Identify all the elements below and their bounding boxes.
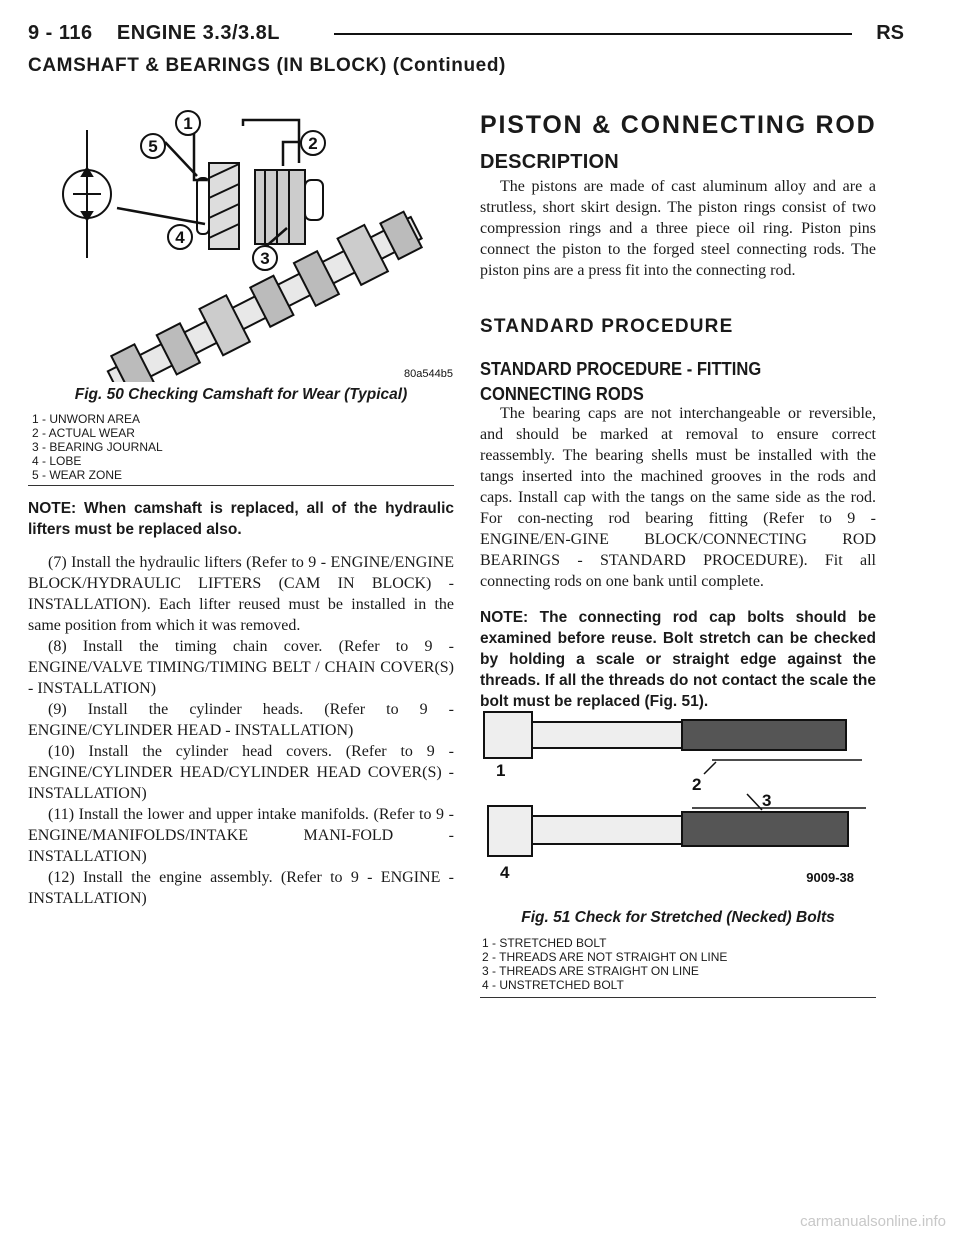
fig50-callout-4: 4 xyxy=(175,228,185,247)
fig50-illustration xyxy=(55,108,455,382)
page-number: 9 - 116 ENGINE 3.3/3.8L xyxy=(28,22,281,44)
fig51-callout-2: 2 xyxy=(692,775,702,794)
legend-item: 2 - ACTUAL WEAR xyxy=(32,426,135,440)
install-steps xyxy=(28,552,454,909)
legend-item: 1 - STRETCHED BOLT xyxy=(482,936,607,950)
fig50-callout-1: 1 xyxy=(183,114,193,133)
fig50-callout-5: 5 xyxy=(148,137,158,156)
step-9: (9) Install the cylinder heads. (Refer to 9 - ENGINE/CYLINDER HEAD - INSTALLATION) xyxy=(28,701,454,739)
fig50-caption: Fig. 50 Checking Camshaft for Wear (Typical) xyxy=(74,386,408,403)
fig51-callout-4: 4 xyxy=(500,863,510,882)
fig51-callout-1: 1 xyxy=(496,761,506,780)
legend-item: 3 - THREADS ARE STRAIGHT ON LINE xyxy=(482,964,699,978)
legend-item: 5 - WEAR ZONE xyxy=(32,468,123,482)
fig50-callout-3: 3 xyxy=(260,249,270,268)
step-11: (11) Install the lower and upper intake manifolds. (Refer to 9 - ENGINE/MANIFOLDS/INTAKE MANI-FOLD - INSTALLATION) xyxy=(28,806,454,865)
fig50-drawing-code: 80a544b5 xyxy=(404,368,453,380)
continued-heading: CAMSHAFT & BEARINGS (IN BLOCK) (Continued) xyxy=(28,55,506,76)
fitting-paragraph: The bearing caps are not interchangeable or reversible, and should be marked at removal to ensure correct reassembly. The bearing shells must be installed with the tangs inserted into the machined grooves in the rods and caps. Install cap with the tangs on the same side as the rod. For con-necting rod bearing fitting (Refer to 9 - ENGINE/EN-GINE BLOCK/CONNECTING ROD BEARINGS - STANDARD PROCEDURE). Fit all connecting rods on one bank until complete. xyxy=(480,405,876,590)
fig51-illustration xyxy=(482,706,876,886)
fig51-rule xyxy=(480,997,876,998)
fig51-callout-3: 3 xyxy=(762,791,772,810)
standard-procedure-heading: STANDARD PROCEDURE xyxy=(480,316,734,337)
fig50-callout-2: 2 xyxy=(308,134,318,153)
fig51-legend xyxy=(482,936,727,992)
header-rule xyxy=(334,33,852,35)
camshaft-note: NOTE: When camshaft is replaced, all of the hydraulic lifters must be replaced also. xyxy=(28,500,454,538)
description-paragraph: The pistons are made of cast aluminum alloy and are a strutless, short skirt design. The piston rings consist of two compression rings and a three piece oil ring. Piston pins connect the piston to the forged steel connecting rods. The piston pins are a press fit into the connecting rod. xyxy=(480,178,876,279)
model-code: RS xyxy=(876,22,904,44)
watermark: carmanualsonline.info xyxy=(800,1213,946,1230)
step-8: (8) Install the timing chain cover. (Refer to 9 - ENGINE/VALVE TIMING/TIMING BELT / CHAIN COVER(S) - INSTALLATION) xyxy=(28,638,454,697)
legend-item: 2 - THREADS ARE NOT STRAIGHT ON LINE xyxy=(482,950,728,964)
fig50-legend xyxy=(32,412,163,482)
fig51-drawing-code: 9009-38 xyxy=(806,870,854,885)
fitting-heading: STANDARD PROCEDURE - FITTING CONNECTING RODS xyxy=(480,359,762,404)
page-header xyxy=(28,22,904,50)
section-title: PISTON & CONNECTING ROD xyxy=(480,111,877,139)
legend-item: 1 - UNWORN AREA xyxy=(32,412,141,426)
fig50-rule xyxy=(28,485,454,486)
step-12: (12) Install the engine assembly. (Refer to 9 - ENGINE - INSTALLATION) xyxy=(28,869,454,907)
bolt-note: NOTE: The connecting rod cap bolts should be examined before reuse. Bolt stretch can be checked by holding a scale or straight edge against the threads. If all the threads do not contact the scale the bolt must be replaced (Fig. 51). xyxy=(480,609,876,710)
fig51-caption: Fig. 51 Check for Stretched (Necked) Bolts xyxy=(521,909,835,926)
step-10: (10) Install the cylinder head covers. (Refer to 9 - ENGINE/CYLINDER HEAD/CYLINDER HEAD COVER(S) - INSTALLATION) xyxy=(28,743,454,802)
step-7: (7) Install the hydraulic lifters (Refer to 9 - ENGINE/ENGINE BLOCK/HYDRAULIC LIFTERS (CAM IN BLOCK) - INSTALLATION). Each lifter reused must be installed in the same position from which it was removed. xyxy=(28,554,454,634)
legend-item: 3 - BEARING JOURNAL xyxy=(32,440,163,454)
description-heading: DESCRIPTION xyxy=(480,151,619,173)
legend-item: 4 - UNSTRETCHED BOLT xyxy=(482,978,624,992)
legend-item: 4 - LOBE xyxy=(32,454,82,468)
